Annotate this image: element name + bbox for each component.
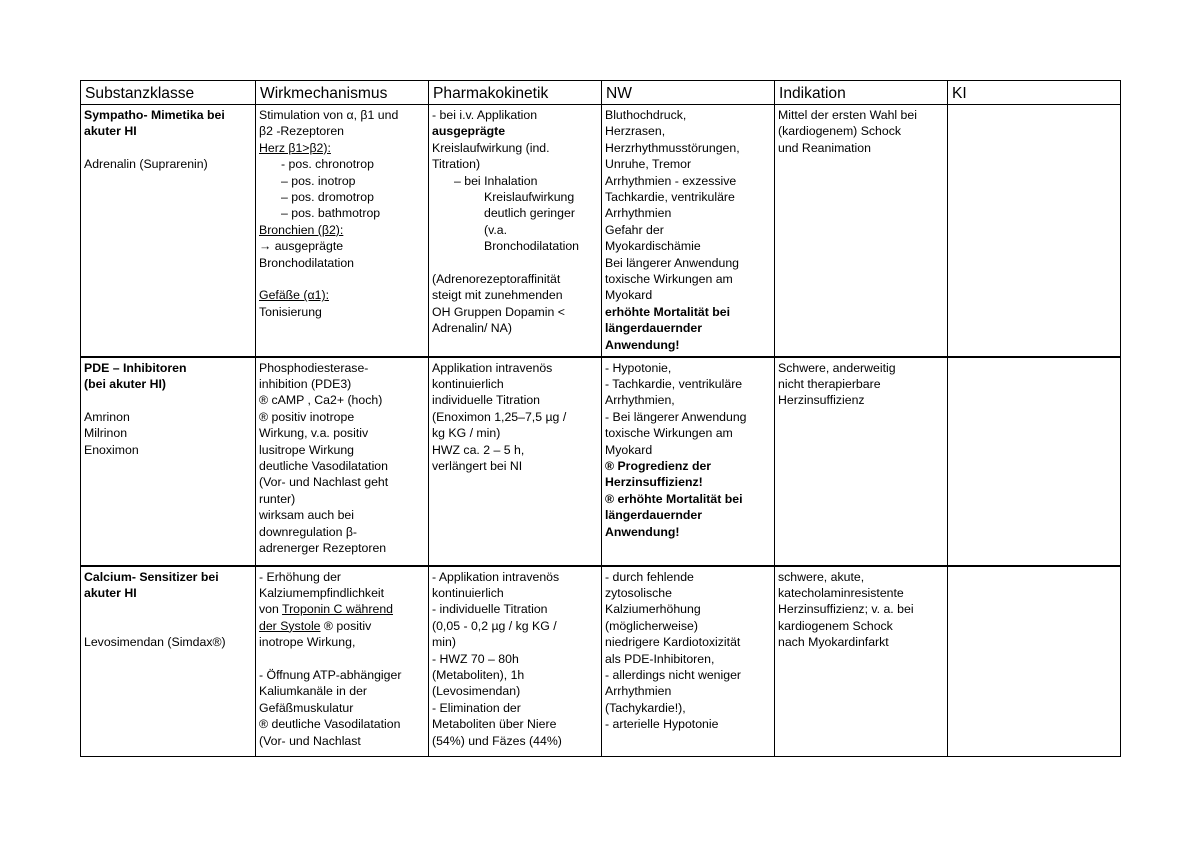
- cell-line: - arterielle Hypotonie: [605, 717, 719, 732]
- cell-line: Anwendung!: [605, 524, 680, 539]
- cell-line: runter): [259, 491, 296, 506]
- cell-line: Arrhythmien: [605, 206, 672, 221]
- cell-line: Anwendung!: [605, 337, 680, 352]
- cell-line: - Elimination der: [432, 700, 521, 715]
- cell-indikation: [775, 105, 948, 357]
- cell-line: Herz β1>β2):: [259, 140, 331, 155]
- cell-line: akuter HI: [84, 585, 137, 600]
- cell-line: Myokardischämie: [605, 239, 701, 254]
- cell-text-part: von: [259, 602, 283, 617]
- cell-line: Mittel der ersten Wahl bei: [778, 108, 917, 122]
- cell-line: Myokard: [605, 288, 653, 303]
- cell-line: (Vor- und Nachlast: [259, 733, 361, 748]
- cell-line: Tachkardie, ventrikuläre: [605, 190, 735, 205]
- cell-line: Gefäße (α1):: [259, 288, 329, 303]
- cell-line: individuelle Titration: [432, 393, 540, 408]
- cell-line: als PDE-Inhibitoren,: [605, 651, 715, 666]
- cell-line: Arrhythmien,: [605, 393, 675, 408]
- cell-line: Kreislaufwirkung (ind.: [432, 140, 550, 155]
- cell-line: [84, 618, 252, 634]
- cell-line: min): [432, 635, 456, 650]
- cell-line: Kaliumkanäle in der: [259, 684, 368, 699]
- cell-line: Bronchodilatation: [484, 239, 580, 254]
- cell-line: Tonisierung: [259, 304, 322, 319]
- table-row: [81, 357, 1121, 566]
- cell-line: Arrhythmien: [605, 684, 672, 699]
- cell-line: [84, 601, 252, 617]
- cell-line: Herzinsuffizienz!: [605, 475, 703, 490]
- cell-line: ® positiv inotrope: [259, 409, 355, 424]
- cell-line: kg KG / min): [432, 426, 501, 441]
- cell-line: - Hypotonie,: [605, 360, 672, 375]
- cell-pharmakokinetik: [429, 105, 602, 357]
- cell-line: [259, 651, 425, 667]
- cell-line: längerdauernder: [605, 321, 703, 336]
- cell-line: Stimulation von α, β1 und: [259, 108, 399, 122]
- cell-substanzklasse: [81, 566, 256, 757]
- cell-line: erhöhte Mortalität bei: [605, 304, 731, 319]
- cell-line: [259, 601, 425, 617]
- cell-line: Herzrhythmusstörungen,: [605, 140, 740, 155]
- drug-table: [80, 80, 1121, 757]
- cell-ki: [948, 566, 1121, 757]
- cell-line: - Tachkardie, ventrikuläre: [605, 376, 743, 391]
- cell-line: - pos. chronotrop: [281, 157, 374, 172]
- cell-line: (kardiogenem) Schock: [778, 124, 902, 139]
- cell-line: verlängert bei NI: [432, 458, 523, 473]
- cell-pharmakokinetik: [429, 357, 602, 566]
- cell-line: steigt mit zunehmenden: [432, 288, 563, 303]
- cell-line: - bei i.v. Applikation: [432, 108, 538, 122]
- cell-line: Gefahr der: [605, 222, 664, 237]
- cell-line: (bei akuter HI): [84, 376, 166, 391]
- cell-line: - HWZ 70 – 80h: [432, 651, 519, 666]
- cell-line: längerdauernder: [605, 508, 703, 523]
- cell-ki: [948, 357, 1121, 566]
- cell-text-part: Troponin C während: [282, 602, 393, 617]
- cell-line: Adrenalin (Suprarenin): [84, 157, 208, 172]
- cell-line: Herzinsuffizienz: [778, 393, 865, 408]
- cell-line: nicht therapierbare: [778, 376, 881, 391]
- cell-line: - individuelle Titration: [432, 602, 548, 617]
- cell-line: Kalziumempfindlichkeit: [259, 585, 385, 600]
- cell-indikation: [775, 566, 948, 757]
- cell-indikation: [775, 357, 948, 566]
- cell-line: ® Progredienz der: [605, 458, 712, 473]
- cell-nw: [602, 105, 775, 357]
- cell-line: – pos. dromotrop: [281, 190, 374, 205]
- cell-line: (Levosimendan): [432, 684, 521, 699]
- cell-line: toxische Wirkungen am: [605, 272, 733, 287]
- cell-line: ausgeprägte: [432, 124, 506, 139]
- cell-wirkmechanismus: [256, 357, 429, 566]
- cell-line: Bronchodilatation: [259, 255, 355, 270]
- cell-line: Gefäßmuskulatur: [259, 700, 354, 715]
- cell-line: - Öffnung ATP-abhängiger: [259, 667, 402, 682]
- cell-line: Herzrasen,: [605, 124, 666, 139]
- cell-line: Arrhythmien - exzessive: [605, 173, 737, 188]
- cell-line: Herzinsuffizienz; v. a. bei: [778, 602, 914, 617]
- cell-line: Levosimendan (Simdax®): [84, 635, 226, 650]
- cell-line: [259, 618, 425, 634]
- cell-line: – pos. bathmotrop: [281, 206, 381, 221]
- cell-line: (Vor- und Nachlast geht: [259, 475, 389, 490]
- cell-line: → ausgeprägte: [259, 239, 344, 254]
- cell-line: toxische Wirkungen am: [605, 426, 733, 441]
- cell-line: – bei Inhalation: [454, 173, 538, 188]
- cell-line: PDE – Inhibitoren: [84, 360, 187, 375]
- cell-line: (Enoximon 1,25–7,5 µg /: [432, 409, 567, 424]
- cell-line: - Applikation intravenös: [432, 569, 560, 584]
- cell-line: Enoximon: [84, 442, 139, 457]
- header-substanzklasse: Substanzklasse: [81, 81, 256, 105]
- cell-line: Calcium- Sensitizer bei: [84, 569, 219, 584]
- cell-line: katecholaminresistente: [778, 585, 904, 600]
- cell-line: lusitrope Wirkung: [259, 442, 354, 457]
- header-ki: KI: [948, 81, 1121, 105]
- cell-line: Bei längerer Anwendung: [605, 255, 739, 270]
- cell-substanzklasse: [81, 105, 256, 357]
- cell-line: β2 -Rezeptoren: [259, 124, 344, 139]
- cell-line: [259, 271, 425, 287]
- cell-line: - Erhöhung der: [259, 569, 342, 584]
- cell-line: (Adrenorezeptoraffinität: [432, 272, 561, 287]
- cell-line: Schwere, anderweitig: [778, 360, 896, 375]
- cell-line: wirksam auch bei: [259, 508, 354, 523]
- cell-text-part: ® positiv: [320, 618, 372, 633]
- cell-line: Metaboliten über Niere: [432, 717, 557, 732]
- cell-line: [432, 255, 598, 271]
- cell-line: (Tachykardie!),: [605, 700, 686, 715]
- cell-line: - allerdings nicht weniger: [605, 667, 742, 682]
- cell-line: Bluthochdruck,: [605, 108, 687, 122]
- cell-line: [84, 392, 252, 408]
- cell-line: inhibition (PDE3): [259, 376, 352, 391]
- cell-line: Milrinon: [84, 426, 128, 441]
- header-pharmakokinetik: Pharmakokinetik: [429, 81, 602, 105]
- cell-line: Unruhe, Tremor: [605, 157, 692, 172]
- cell-line: Adrenalin/ NA): [432, 321, 512, 336]
- cell-line: kardiogenem Schock: [778, 618, 893, 633]
- cell-substanzklasse: [81, 357, 256, 566]
- cell-line: ® deutliche Vasodilatation: [259, 717, 401, 732]
- cell-line: ® erhöhte Mortalität bei: [605, 491, 743, 506]
- cell-line: downregulation β-: [259, 524, 357, 539]
- cell-line: deutlich geringer: [484, 206, 575, 221]
- header-indikation: Indikation: [775, 81, 948, 105]
- table-row: [81, 566, 1121, 757]
- table-row: [81, 105, 1121, 357]
- cell-line: Myokard: [605, 442, 653, 457]
- cell-line: niedrigere Kardiotoxizität: [605, 635, 741, 650]
- cell-line: Bronchien (β2):: [259, 222, 344, 237]
- cell-wirkmechanismus: [256, 566, 429, 757]
- cell-line: – pos. inotrop: [281, 173, 356, 188]
- cell-line: [84, 140, 252, 156]
- cell-line: ® cAMP , Ca2+ (hoch): [259, 393, 383, 408]
- cell-line: Kreislaufwirkung: [484, 190, 575, 205]
- cell-line: schwere, akute,: [778, 569, 865, 584]
- cell-pharmakokinetik: [429, 566, 602, 757]
- cell-line: kontinuierlich: [432, 376, 504, 391]
- cell-nw: [602, 566, 775, 757]
- cell-line: Kalziumerhöhung: [605, 602, 701, 617]
- header-row: [81, 81, 1121, 105]
- cell-line: (v.a.: [484, 222, 508, 237]
- cell-line: Phosphodiesterase-: [259, 360, 369, 375]
- cell-line: (54%) und Fäzes (44%): [432, 733, 562, 748]
- cell-line: (möglicherweise): [605, 618, 698, 633]
- cell-line: nach Myokardinfarkt: [778, 635, 889, 650]
- cell-line: inotrope Wirkung,: [259, 635, 356, 650]
- cell-line: Wirkung, v.a. positiv: [259, 426, 369, 441]
- cell-nw: [602, 357, 775, 566]
- cell-line: akuter HI: [84, 124, 137, 139]
- cell-line: - Bei längerer Anwendung: [605, 409, 747, 424]
- header-wirkmechanismus: Wirkmechanismus: [256, 81, 429, 105]
- cell-line: HWZ ca. 2 – 5 h,: [432, 442, 525, 457]
- cell-ki: [948, 105, 1121, 357]
- cell-line: Amrinon: [84, 409, 130, 424]
- cell-line: zytosolische: [605, 585, 672, 600]
- cell-line: (0,05 - 0,2 µg / kg KG /: [432, 618, 557, 633]
- cell-line: Applikation intravenös: [432, 360, 553, 375]
- cell-line: (Metaboliten), 1h: [432, 667, 525, 682]
- cell-line: deutliche Vasodilatation: [259, 458, 388, 473]
- cell-line: - durch fehlende: [605, 569, 694, 584]
- cell-line: Sympatho- Mimetika bei: [84, 108, 225, 122]
- header-nw: NW: [602, 81, 775, 105]
- cell-line: Titration): [432, 157, 481, 172]
- cell-line: kontinuierlich: [432, 585, 504, 600]
- table-body: [81, 105, 1121, 757]
- cell-text-part: der Systole: [259, 618, 321, 633]
- cell-wirkmechanismus: [256, 105, 429, 357]
- cell-line: adrenerger Rezeptoren: [259, 540, 387, 555]
- cell-line: OH Gruppen Dopamin <: [432, 304, 565, 319]
- cell-line: und Reanimation: [778, 140, 871, 155]
